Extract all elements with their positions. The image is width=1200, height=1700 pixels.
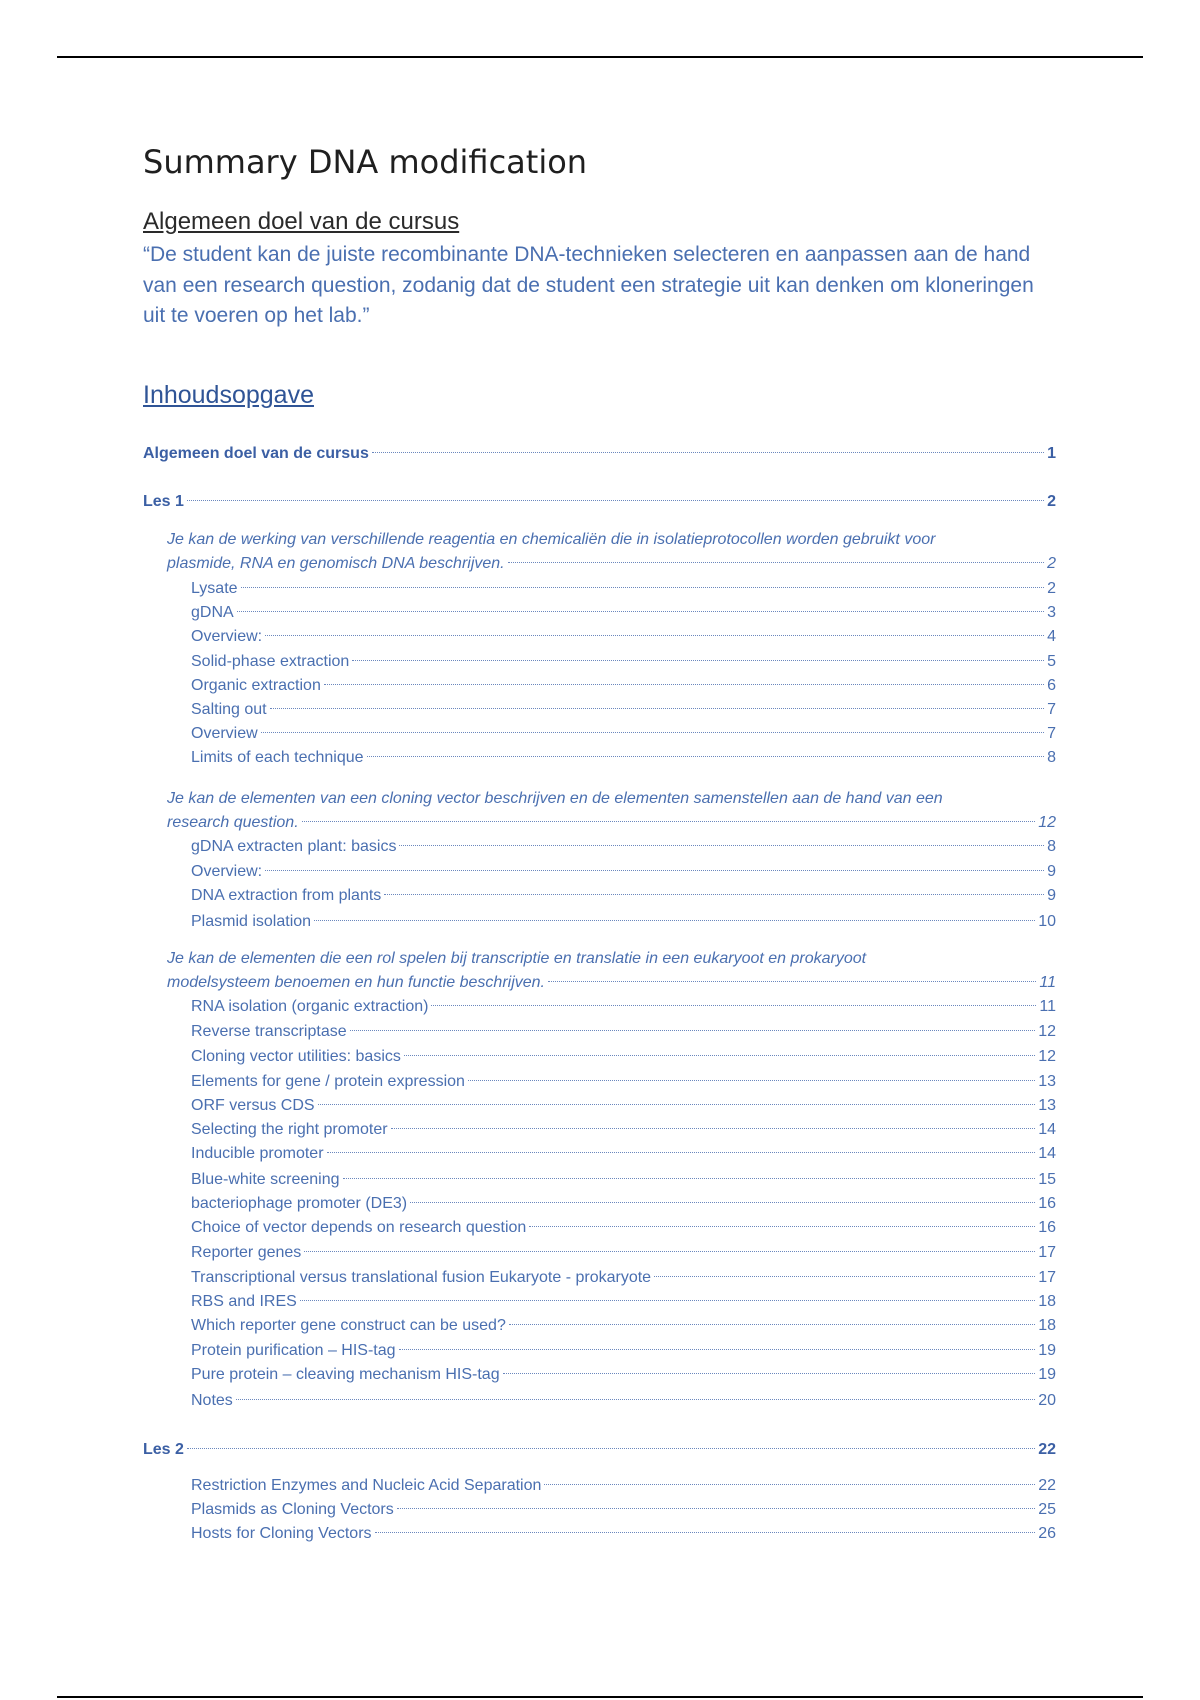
toc-entry[interactable] (191, 674, 1056, 698)
toc-entry-cloning-vector-objective[interactable] (167, 787, 1056, 835)
toc-entry-label: Reverse transcriptase (191, 1023, 347, 1040)
toc-leader (529, 1226, 1035, 1227)
toc-page-number: 16 (1038, 1195, 1056, 1212)
toc-leader (468, 1080, 1035, 1081)
toc-entry-label: Restriction Enzymes and Nucleic Acid Separation (191, 1477, 542, 1494)
toc-leader (236, 1399, 1035, 1400)
toc-entry[interactable] (191, 910, 1056, 934)
toc-entry-label: Salting out (191, 701, 267, 718)
toc-entry-isolation-objective[interactable] (167, 528, 1056, 576)
toc-leader (314, 920, 1035, 921)
toc-page-number: 11 (1039, 974, 1056, 991)
toc-entry-label: Overview (191, 725, 258, 742)
toc-leader (343, 1178, 1036, 1179)
toc-heading: Inhoudsopgave (143, 381, 314, 409)
toc-leader (508, 562, 1044, 563)
toc-leader (503, 1373, 1036, 1374)
toc-leader (367, 756, 1045, 757)
toc-entry-label: Les 1 (143, 493, 184, 510)
toc-entry[interactable] (191, 884, 1056, 908)
toc-entry[interactable] (191, 698, 1056, 722)
toc-leader (241, 587, 1045, 588)
toc-entry-label-line1: Je kan de werking van verschillende reagentia en chemicaliën die in isolatieprotocollen worden gebruikt voor (167, 531, 936, 548)
toc-entry-label: DNA extraction from plants (191, 887, 382, 904)
toc-entry[interactable] (191, 1020, 1056, 1044)
toc-leader (397, 1508, 1035, 1509)
toc-leader (384, 894, 1044, 895)
toc-entry[interactable] (191, 1339, 1056, 1363)
toc-entry[interactable] (191, 995, 1056, 1019)
toc-entry-label: Selecting the right promoter (191, 1121, 388, 1138)
toc-entry-label: Plasmid isolation (191, 913, 312, 930)
toc-page-number: 16 (1038, 1219, 1056, 1236)
toc-entry-label-line2: research question. (167, 814, 299, 831)
toc-entry-label: Overview: (191, 628, 263, 645)
toc-entry-label: Lysate (191, 580, 238, 597)
goal-heading[interactable]: Algemeen doel van de cursus (143, 208, 460, 235)
toc-entry-label: Organic extraction (191, 677, 321, 694)
toc-entry[interactable] (191, 650, 1056, 674)
toc-entry[interactable] (191, 601, 1056, 625)
toc-page-number: 9 (1047, 863, 1056, 880)
toc-leader (265, 870, 1044, 871)
toc-page-number: 7 (1047, 725, 1056, 742)
toc-entry[interactable] (191, 577, 1056, 601)
toc-leader (431, 1005, 1036, 1006)
toc-entry[interactable] (191, 625, 1056, 649)
toc-leader (544, 1484, 1035, 1485)
toc-entry-label: ORF versus CDS (191, 1097, 315, 1114)
toc-entry[interactable] (191, 1192, 1056, 1216)
bottom-rule (57, 1696, 1143, 1698)
toc-page-number: 9 (1047, 887, 1056, 904)
toc-page-number: 2 (1047, 580, 1056, 597)
toc-page-number: 22 (1038, 1477, 1056, 1494)
toc-entry-label-line2: modelsysteem benoemen en hun functie beschrijven. (167, 974, 545, 991)
toc-entry-label: Transcriptional versus translational fusion Eukaryote - prokaryote (191, 1269, 652, 1286)
toc-page-number: 15 (1038, 1171, 1056, 1188)
toc-page-number: 8 (1047, 838, 1056, 855)
toc-page-number: 14 (1038, 1145, 1056, 1162)
toc-page-number: 6 (1047, 677, 1056, 694)
toc-entry-label: Solid-phase extraction (191, 653, 350, 670)
toc-page-number: 13 (1038, 1097, 1056, 1114)
toc-entry-label: Overview: (191, 863, 263, 880)
toc-leader (375, 1532, 1036, 1533)
toc-leader (404, 1055, 1035, 1056)
toc-leader (302, 821, 1036, 822)
toc-entry[interactable] (191, 1474, 1056, 1498)
toc-entry-les-1[interactable] (143, 490, 1056, 514)
toc-leader (410, 1202, 1035, 1203)
toc-leader (261, 732, 1044, 733)
toc-page-number: 12 (1038, 1023, 1056, 1040)
toc-page-number: 18 (1038, 1293, 1056, 1310)
toc-page-number: 22 (1038, 1441, 1056, 1458)
toc-entry-label: Elements for gene / protein expression (191, 1073, 465, 1090)
toc-entry-label: Hosts for Cloning Vectors (191, 1525, 372, 1542)
top-rule (57, 56, 1143, 58)
toc-page-number: 19 (1038, 1366, 1056, 1383)
toc-page-number: 17 (1038, 1269, 1056, 1286)
goal-quote: “De student kan de juiste recombinante DNA-technieken selecteren en aanpassen aan de hand van een research question, zodanig dat de student een strategie uit kan denken om kloneringen uit te voeren op het lab.” (143, 243, 1034, 327)
toc-entry[interactable] (191, 1522, 1056, 1546)
toc-page-number: 18 (1038, 1317, 1056, 1334)
toc-entry-transcription-objective[interactable] (167, 947, 1056, 995)
toc-entry-label: Les 2 (143, 1441, 184, 1458)
toc-entry[interactable] (191, 1498, 1056, 1522)
toc-entry-goal[interactable] (143, 442, 1056, 466)
toc-leader (399, 845, 1044, 846)
toc-page-number: 11 (1039, 998, 1056, 1015)
toc-page-number: 8 (1047, 749, 1056, 766)
toc-leader (270, 708, 1044, 709)
toc-page-number: 20 (1038, 1392, 1056, 1409)
toc-leader (399, 1349, 1036, 1350)
toc-entry[interactable] (191, 1216, 1056, 1240)
toc-entry-label: Plasmids as Cloning Vectors (191, 1501, 394, 1518)
toc-entry-les-2[interactable] (143, 1438, 1056, 1462)
toc-entry-label: Algemeen doel van de cursus (143, 445, 369, 462)
toc-page-number: 1 (1047, 445, 1056, 462)
toc-entry[interactable] (191, 1363, 1056, 1387)
toc-leader (318, 1104, 1036, 1105)
toc-leader (391, 1128, 1036, 1129)
toc-leader (548, 981, 1036, 982)
toc-entry-label: Blue-white screening (191, 1171, 340, 1188)
toc-entry-label: Pure protein – cleaving mechanism HIS-tag (191, 1366, 500, 1383)
toc-entry-label: Inducible promoter (191, 1145, 324, 1162)
toc-page-number: 2 (1047, 555, 1056, 572)
toc-page-number: 2 (1047, 493, 1056, 510)
toc-entry[interactable] (191, 1314, 1056, 1338)
toc-entry-label: Limits of each technique (191, 749, 364, 766)
toc-leader (187, 1448, 1035, 1449)
toc-entry-label: Which reporter gene construct can be used? (191, 1317, 506, 1334)
document-title: Summary DNA modification (143, 143, 588, 181)
toc-entry[interactable] (191, 1118, 1056, 1142)
toc-entry[interactable] (191, 835, 1056, 859)
toc-leader (304, 1251, 1035, 1252)
toc-entry-label: Cloning vector utilities: basics (191, 1048, 401, 1065)
toc-entry-label: gDNA extracten plant: basics (191, 838, 397, 855)
toc-page-number: 7 (1047, 701, 1056, 718)
toc-entry-label: Choice of vector depends on research question (191, 1219, 527, 1236)
toc-leader (265, 635, 1044, 636)
toc-leader (350, 1030, 1036, 1031)
toc-entry-label: Notes (191, 1392, 233, 1409)
toc-page-number: 5 (1047, 653, 1056, 670)
toc-entry[interactable] (191, 722, 1056, 746)
toc-entry-label: Protein purification – HIS-tag (191, 1342, 396, 1359)
toc-leader (352, 660, 1044, 661)
toc-page-number: 14 (1038, 1121, 1056, 1138)
toc-page-number: 19 (1038, 1342, 1056, 1359)
toc-leader (372, 452, 1044, 453)
toc-leader (187, 500, 1044, 501)
toc-entry[interactable] (191, 1290, 1056, 1314)
toc-page-number: 13 (1038, 1073, 1056, 1090)
toc-leader (300, 1300, 1035, 1301)
toc-entry[interactable] (191, 1070, 1056, 1094)
toc-entry-label: gDNA (191, 604, 234, 621)
toc-entry[interactable] (191, 1168, 1056, 1192)
toc-entry[interactable] (191, 1045, 1056, 1069)
toc-page-number: 12 (1038, 1048, 1056, 1065)
toc-entry[interactable] (191, 1241, 1056, 1265)
toc-entry[interactable] (191, 1389, 1056, 1413)
toc-page-number: 10 (1038, 913, 1056, 930)
toc-entry[interactable] (191, 746, 1056, 770)
toc-entry-label-line1: Je kan de elementen die een rol spelen bij transcriptie en translatie in een eukaryoot en prokaryoot (167, 950, 867, 967)
toc-page-number: 17 (1038, 1244, 1056, 1261)
toc-page-number: 12 (1038, 814, 1056, 831)
toc-entry[interactable] (191, 1142, 1056, 1166)
toc-entry[interactable] (191, 1266, 1056, 1290)
toc-entry-label-line2: plasmide, RNA en genomisch DNA beschrijven. (167, 555, 505, 572)
toc-page-number: 3 (1047, 604, 1056, 621)
toc-entry-label: Reporter genes (191, 1244, 302, 1261)
toc-leader (509, 1324, 1035, 1325)
toc-leader (327, 1152, 1036, 1153)
toc-leader (654, 1276, 1035, 1277)
toc-leader (237, 611, 1044, 612)
toc-leader (324, 684, 1044, 685)
toc-entry-label: RNA isolation (organic extraction) (191, 998, 429, 1015)
toc-entry-label: bacteriophage promoter (DE3) (191, 1195, 408, 1212)
toc-entry-label-line1: Je kan de elementen van een cloning vector beschrijven en de elementen samenstellen aan de hand van een (167, 790, 943, 807)
toc-entry-label: RBS and IRES (191, 1293, 297, 1310)
toc-page-number: 26 (1038, 1525, 1056, 1542)
toc-entry[interactable] (191, 860, 1056, 884)
toc-page-number: 4 (1047, 628, 1056, 645)
toc-page-number: 25 (1038, 1501, 1056, 1518)
toc-entry[interactable] (191, 1094, 1056, 1118)
